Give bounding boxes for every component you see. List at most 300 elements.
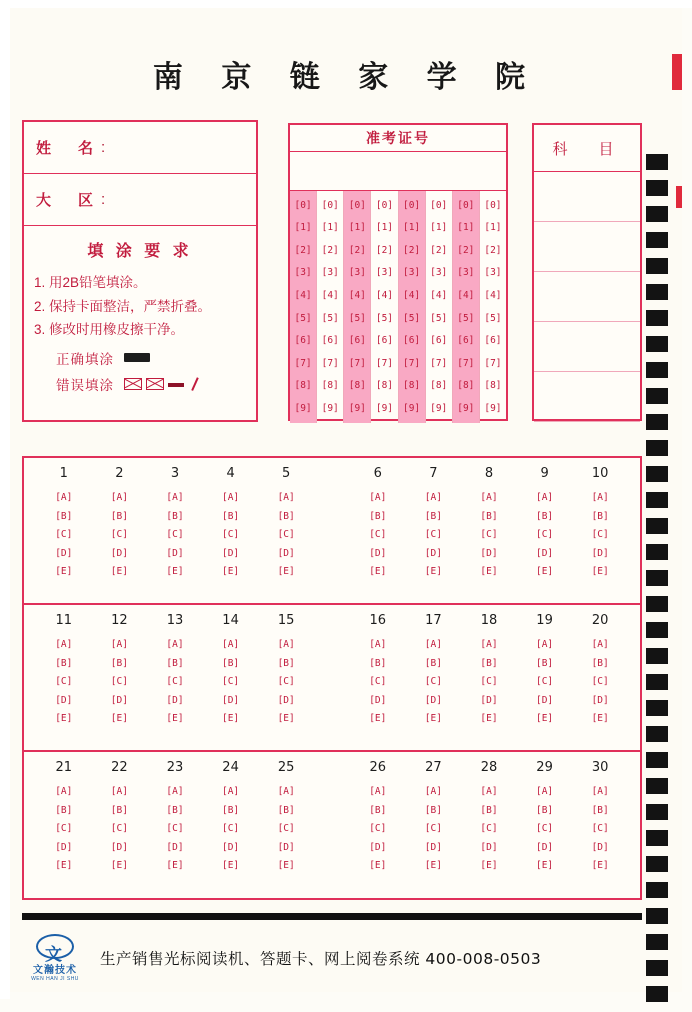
question-column[interactable] bbox=[461, 760, 517, 876]
exam-digit-bubble[interactable]: [8] bbox=[294, 380, 312, 392]
answer-bubble[interactable]: [E] bbox=[277, 566, 295, 578]
answer-bubble[interactable]: [B] bbox=[591, 510, 609, 522]
exam-digit-bubble[interactable]: [3] bbox=[294, 267, 312, 279]
exam-digit-bubble[interactable]: [9] bbox=[484, 402, 502, 414]
answer-bubble[interactable]: [E] bbox=[591, 713, 609, 725]
exam-number-column[interactable] bbox=[399, 191, 426, 423]
answer-bubble[interactable]: [D] bbox=[369, 694, 387, 706]
question-column[interactable] bbox=[258, 613, 314, 729]
answer-bubble[interactable]: [C] bbox=[110, 676, 128, 688]
exam-digit-bubble[interactable]: [6] bbox=[294, 335, 312, 347]
answer-bubble[interactable]: [A] bbox=[535, 492, 554, 503]
answer-bubble[interactable]: [D] bbox=[166, 841, 184, 853]
answer-bubble[interactable]: [E] bbox=[110, 713, 128, 725]
answer-bubble[interactable]: [A] bbox=[110, 786, 128, 797]
exam-digit-bubble[interactable]: [1] bbox=[402, 222, 421, 234]
exam-digit-bubble[interactable]: [3] bbox=[375, 267, 394, 279]
answer-bubble[interactable]: [A] bbox=[591, 639, 609, 650]
question-column[interactable] bbox=[203, 466, 259, 582]
exam-digit-bubble[interactable]: [9] bbox=[375, 402, 394, 414]
exam-digit-bubble[interactable]: [5] bbox=[430, 312, 448, 324]
exam-digit-bubble[interactable]: [0] bbox=[402, 199, 421, 211]
answer-bubble[interactable]: [E] bbox=[480, 566, 498, 578]
exam-digit-bubble[interactable]: [6] bbox=[402, 335, 421, 347]
exam-digit-bubble[interactable]: [5] bbox=[348, 312, 366, 324]
exam-digit-bubble[interactable]: [7] bbox=[457, 357, 475, 369]
question-column[interactable] bbox=[92, 466, 148, 582]
exam-digit-bubble[interactable]: [9] bbox=[457, 402, 475, 414]
answer-bubble[interactable]: [A] bbox=[369, 786, 387, 797]
answer-bubble[interactable]: [D] bbox=[221, 547, 240, 559]
exam-number-bubble-grid[interactable] bbox=[290, 191, 506, 423]
answer-bubble[interactable]: [C] bbox=[221, 529, 240, 541]
answer-bubble[interactable]: [D] bbox=[55, 547, 73, 559]
exam-digit-bubble[interactable]: [1] bbox=[294, 222, 312, 234]
answer-bubble[interactable]: [C] bbox=[55, 823, 73, 835]
answer-bubble[interactable]: [C] bbox=[221, 823, 240, 835]
exam-digit-bubble[interactable]: [7] bbox=[402, 357, 421, 369]
answer-bubble[interactable]: [D] bbox=[535, 547, 554, 559]
exam-number-column[interactable] bbox=[480, 191, 506, 423]
answer-bubble[interactable]: [E] bbox=[221, 860, 240, 872]
timing-mark bbox=[646, 414, 668, 430]
exam-digit-bubble[interactable]: [9] bbox=[348, 402, 366, 414]
answer-bubble[interactable]: [D] bbox=[591, 694, 609, 706]
exam-digit-bubble[interactable]: [1] bbox=[484, 222, 502, 234]
question-column[interactable] bbox=[36, 760, 92, 876]
answer-bubble[interactable]: [C] bbox=[480, 676, 498, 688]
answer-bubble[interactable]: [C] bbox=[591, 823, 609, 835]
answer-bubble[interactable]: [C] bbox=[166, 529, 184, 541]
exam-number-column[interactable] bbox=[371, 191, 398, 423]
question-column[interactable] bbox=[203, 760, 259, 876]
exam-digit-bubble[interactable]: [7] bbox=[294, 357, 312, 369]
answer-bubble[interactable]: [E] bbox=[110, 860, 128, 872]
exam-digit-bubble[interactable]: [4] bbox=[375, 289, 394, 301]
answer-bubble[interactable]: [A] bbox=[369, 639, 387, 650]
exam-digit-bubble[interactable]: [2] bbox=[348, 244, 366, 256]
question-number: 1 bbox=[59, 466, 68, 481]
answer-bubble[interactable]: [B] bbox=[55, 510, 73, 522]
answer-bubble[interactable]: [D] bbox=[480, 547, 498, 559]
answer-bubble[interactable]: [C] bbox=[591, 676, 609, 688]
answer-bubble[interactable]: [C] bbox=[591, 529, 609, 541]
answer-bubble[interactable]: [B] bbox=[535, 657, 554, 669]
answer-bubble[interactable]: [B] bbox=[369, 657, 387, 669]
answer-bubble[interactable]: [A] bbox=[55, 492, 73, 503]
exam-digit-bubble[interactable]: [0] bbox=[348, 199, 366, 211]
exam-number-column[interactable] bbox=[453, 191, 480, 423]
answer-bubble[interactable]: [A] bbox=[166, 639, 184, 650]
answer-bubble[interactable]: [E] bbox=[55, 713, 73, 725]
answer-bubble[interactable]: [E] bbox=[480, 713, 498, 725]
exam-digit-bubble[interactable]: [8] bbox=[457, 380, 475, 392]
answer-bubble[interactable]: [C] bbox=[369, 823, 387, 835]
exam-digit-bubble[interactable]: [4] bbox=[430, 289, 448, 301]
answer-bubble[interactable]: [C] bbox=[424, 823, 442, 835]
answer-bubble[interactable]: [A] bbox=[221, 492, 240, 503]
exam-digit-bubble[interactable]: [1] bbox=[430, 222, 448, 234]
answer-bubble[interactable]: [A] bbox=[424, 492, 442, 503]
exam-digit-bubble[interactable]: [6] bbox=[348, 335, 366, 347]
answer-bubble[interactable]: [D] bbox=[221, 694, 240, 706]
answer-bubble[interactable]: [E] bbox=[424, 713, 442, 725]
answer-bubble[interactable]: [A] bbox=[369, 492, 387, 503]
exam-number-column[interactable] bbox=[344, 191, 371, 423]
exam-digit-bubble[interactable]: [3] bbox=[402, 267, 421, 279]
exam-digit-bubble[interactable]: [3] bbox=[430, 267, 448, 279]
answer-bubble[interactable]: [E] bbox=[166, 566, 184, 578]
answer-bubble[interactable]: [D] bbox=[166, 547, 184, 559]
answer-bubble[interactable]: [A] bbox=[277, 492, 295, 503]
answer-bubble[interactable]: [E] bbox=[535, 713, 554, 725]
exam-digit-bubble[interactable]: [4] bbox=[402, 289, 421, 301]
exam-number-column[interactable] bbox=[290, 191, 317, 423]
timing-mark bbox=[646, 804, 668, 820]
exam-digit-bubble[interactable]: [1] bbox=[321, 222, 339, 234]
answer-bubble[interactable]: [C] bbox=[277, 529, 295, 541]
exam-digit-bubble[interactable]: [4] bbox=[294, 289, 312, 301]
answer-bubble[interactable]: [B] bbox=[591, 804, 609, 816]
page-title: 南 京 链 家 学 院 bbox=[152, 60, 540, 95]
answer-bubble[interactable]: [C] bbox=[369, 676, 387, 688]
answer-bubble[interactable]: [C] bbox=[424, 529, 442, 541]
exam-digit-bubble[interactable]: [8] bbox=[430, 380, 448, 392]
question-column[interactable] bbox=[92, 760, 148, 876]
answer-bubble[interactable]: [B] bbox=[369, 804, 387, 816]
answer-bubble[interactable]: [E] bbox=[110, 566, 128, 578]
answer-bubble[interactable]: [E] bbox=[480, 860, 498, 872]
answer-bubble[interactable]: [E] bbox=[166, 713, 184, 725]
question-column[interactable] bbox=[406, 760, 462, 876]
question-column[interactable] bbox=[572, 760, 628, 876]
subject-cell[interactable] bbox=[534, 172, 640, 222]
answer-bubble[interactable]: [B] bbox=[424, 657, 442, 669]
exam-digit-bubble[interactable]: [5] bbox=[294, 312, 312, 324]
answer-bubble[interactable]: [B] bbox=[424, 510, 442, 522]
wrong-slash-icon bbox=[188, 378, 202, 390]
exam-digit-bubble[interactable]: [1] bbox=[375, 222, 394, 234]
exam-digit-bubble[interactable]: [3] bbox=[457, 267, 475, 279]
answer-bubble[interactable]: [A] bbox=[480, 492, 498, 503]
answer-bubble[interactable]: [D] bbox=[369, 841, 387, 853]
exam-digit-bubble[interactable]: [7] bbox=[375, 357, 394, 369]
question-number: 8 bbox=[484, 466, 494, 481]
answer-bubble[interactable]: [B] bbox=[480, 657, 498, 669]
answer-bubble[interactable]: [D] bbox=[480, 841, 498, 853]
answer-bubble[interactable]: [B] bbox=[221, 804, 240, 816]
answer-bubble[interactable]: [E] bbox=[55, 860, 73, 872]
exam-digit-bubble[interactable]: [0] bbox=[294, 199, 312, 211]
exam-digit-bubble[interactable]: [6] bbox=[457, 335, 475, 347]
answer-bubble[interactable]: [A] bbox=[277, 639, 295, 650]
timing-mark bbox=[646, 440, 668, 456]
answer-bubble[interactable]: [D] bbox=[369, 547, 387, 559]
question-number: 12 bbox=[111, 613, 128, 628]
timing-mark bbox=[646, 726, 668, 742]
exam-digit-bubble[interactable]: [1] bbox=[348, 222, 366, 234]
answer-bubble[interactable]: [C] bbox=[424, 676, 442, 688]
answer-bubble[interactable]: [C] bbox=[221, 676, 240, 688]
answer-bubble[interactable]: [B] bbox=[369, 510, 387, 522]
exam-number-column[interactable] bbox=[317, 191, 344, 423]
answer-bubble[interactable]: [B] bbox=[166, 804, 184, 816]
answer-bubble[interactable]: [A] bbox=[166, 492, 184, 503]
answer-bubble[interactable]: [B] bbox=[424, 804, 442, 816]
question-column[interactable] bbox=[406, 466, 462, 582]
exam-digit-bubble[interactable]: [9] bbox=[321, 402, 339, 414]
exam-digit-bubble[interactable]: [6] bbox=[430, 335, 448, 347]
question-column[interactable] bbox=[517, 613, 573, 729]
subject-cell[interactable] bbox=[534, 272, 640, 322]
answer-bubble[interactable]: [D] bbox=[424, 694, 442, 706]
question-row bbox=[24, 466, 640, 582]
question-column[interactable] bbox=[461, 466, 517, 582]
exam-digit-bubble[interactable]: [0] bbox=[457, 199, 475, 211]
answer-bubble[interactable]: [D] bbox=[535, 694, 554, 706]
answer-bubble[interactable]: [A] bbox=[55, 786, 73, 797]
answer-bubble[interactable]: [B] bbox=[110, 657, 128, 669]
exam-digit-bubble[interactable]: [5] bbox=[402, 312, 421, 324]
question-column[interactable] bbox=[406, 613, 462, 729]
question-number: 26 bbox=[369, 760, 387, 775]
exam-digit-bubble[interactable]: [5] bbox=[321, 312, 339, 324]
exam-digit-bubble[interactable]: [2] bbox=[484, 244, 502, 256]
exam-digit-bubble[interactable]: [5] bbox=[375, 312, 394, 324]
answer-bubble[interactable]: [B] bbox=[277, 804, 295, 816]
exam-digit-bubble[interactable]: [3] bbox=[484, 267, 502, 279]
question-column[interactable] bbox=[350, 760, 406, 876]
exam-digit-bubble[interactable]: [8] bbox=[348, 380, 366, 392]
answer-bubble[interactable]: [A] bbox=[535, 639, 554, 650]
answer-bubble[interactable]: [B] bbox=[55, 804, 73, 816]
answer-bubble[interactable]: [A] bbox=[110, 639, 128, 650]
answer-bubble[interactable]: [D] bbox=[166, 694, 184, 706]
answer-bubble[interactable]: [B] bbox=[55, 657, 73, 669]
exam-number-column[interactable] bbox=[426, 191, 453, 423]
answer-bubble[interactable]: [E] bbox=[55, 566, 73, 578]
answer-bubble[interactable]: [B] bbox=[166, 510, 184, 522]
exam-digit-bubble[interactable]: [4] bbox=[321, 289, 339, 301]
answer-bubble[interactable]: [C] bbox=[369, 529, 387, 541]
exam-digit-bubble[interactable]: [9] bbox=[294, 402, 312, 414]
answer-bubble[interactable]: [D] bbox=[480, 694, 498, 706]
answer-bubble[interactable]: [B] bbox=[480, 804, 498, 816]
exam-digit-bubble[interactable]: [1] bbox=[457, 222, 475, 234]
question-column[interactable] bbox=[147, 613, 203, 729]
answer-bubble[interactable]: [D] bbox=[110, 694, 128, 706]
answer-bubble[interactable]: [E] bbox=[369, 713, 387, 725]
exam-digit-bubble[interactable]: [3] bbox=[348, 267, 366, 279]
answer-bubble[interactable]: [E] bbox=[221, 713, 240, 725]
question-column[interactable] bbox=[36, 466, 92, 582]
question-group-left bbox=[36, 466, 314, 582]
answer-bubble[interactable]: [C] bbox=[55, 529, 73, 541]
exam-digit-bubble[interactable]: [2] bbox=[430, 244, 448, 256]
exam-digit-bubble[interactable]: [6] bbox=[484, 335, 502, 347]
answer-bubble[interactable]: [B] bbox=[535, 804, 554, 816]
answer-bubble[interactable]: [A] bbox=[480, 639, 498, 650]
answer-bubble[interactable]: [D] bbox=[55, 694, 73, 706]
exam-digit-bubble[interactable]: [7] bbox=[348, 357, 366, 369]
answer-bubble[interactable]: [D] bbox=[277, 547, 295, 559]
answer-bubble[interactable]: [A] bbox=[591, 492, 609, 503]
answer-bubble[interactable]: [C] bbox=[535, 823, 554, 835]
exam-digit-bubble[interactable]: [3] bbox=[321, 267, 339, 279]
answer-bubble[interactable]: [D] bbox=[110, 547, 128, 559]
answer-bubble[interactable]: [B] bbox=[277, 510, 295, 522]
answer-bubble[interactable]: [E] bbox=[221, 566, 240, 578]
wrong-mark-sample bbox=[34, 374, 246, 394]
answer-bubble[interactable]: [A] bbox=[221, 639, 240, 650]
answer-bubble[interactable]: [B] bbox=[535, 510, 554, 522]
exam-digit-bubble[interactable]: [0] bbox=[375, 199, 394, 211]
exam-digit-bubble[interactable]: [2] bbox=[402, 244, 421, 256]
answer-bubble[interactable]: [C] bbox=[277, 823, 295, 835]
answer-bubble[interactable]: [C] bbox=[110, 529, 128, 541]
question-column[interactable] bbox=[258, 760, 314, 876]
answer-bubble[interactable]: [D] bbox=[221, 841, 240, 853]
answer-bubble[interactable]: [D] bbox=[277, 694, 295, 706]
exam-digit-bubble[interactable]: [4] bbox=[457, 289, 475, 301]
question-column[interactable] bbox=[572, 613, 628, 729]
question-column[interactable] bbox=[147, 466, 203, 582]
answer-bubble[interactable]: [A] bbox=[166, 786, 184, 797]
answer-bubble[interactable]: [B] bbox=[480, 510, 498, 522]
answer-bubble[interactable]: [E] bbox=[369, 566, 387, 578]
answer-bubble[interactable]: [D] bbox=[110, 841, 128, 853]
answer-bubble[interactable]: [A] bbox=[424, 786, 442, 797]
answer-bubble[interactable]: [B] bbox=[110, 804, 128, 816]
question-column[interactable] bbox=[36, 613, 92, 729]
exam-digit-bubble[interactable]: [9] bbox=[402, 402, 421, 414]
exam-digit-bubble[interactable]: [6] bbox=[375, 335, 394, 347]
region-field-row[interactable] bbox=[24, 174, 256, 226]
answer-bubble[interactable]: [E] bbox=[277, 713, 295, 725]
question-column[interactable] bbox=[517, 760, 573, 876]
answer-bubble[interactable]: [D] bbox=[277, 841, 295, 853]
answer-bubble[interactable]: [E] bbox=[369, 860, 387, 872]
answer-bubble[interactable]: [C] bbox=[166, 676, 184, 688]
answer-bubble[interactable]: [B] bbox=[221, 510, 240, 522]
answer-bubble[interactable]: [B] bbox=[110, 510, 128, 522]
answer-bubble[interactable]: [D] bbox=[535, 841, 554, 853]
exam-digit-bubble[interactable]: [7] bbox=[321, 357, 339, 369]
exam-digit-bubble[interactable]: [8] bbox=[375, 380, 394, 392]
answer-grid[interactable] bbox=[22, 456, 642, 900]
exam-digit-bubble[interactable]: [2] bbox=[375, 244, 394, 256]
answer-bubble[interactable]: [C] bbox=[166, 823, 184, 835]
question-number: 22 bbox=[111, 760, 128, 775]
exam-digit-bubble[interactable]: [0] bbox=[430, 199, 448, 211]
exam-digit-bubble[interactable]: [4] bbox=[484, 289, 502, 301]
exam-digit-bubble[interactable]: [2] bbox=[457, 244, 475, 256]
answer-bubble[interactable]: [B] bbox=[277, 657, 295, 669]
subject-cell[interactable] bbox=[534, 322, 640, 372]
exam-digit-bubble[interactable]: [2] bbox=[294, 244, 312, 256]
answer-bubble[interactable]: [E] bbox=[166, 860, 184, 872]
exam-digit-bubble[interactable]: [2] bbox=[321, 244, 339, 256]
answer-bubble[interactable]: [D] bbox=[424, 547, 442, 559]
exam-digit-bubble[interactable]: [8] bbox=[321, 380, 339, 392]
timing-mark bbox=[646, 778, 668, 794]
exam-number-entry-row[interactable] bbox=[290, 152, 506, 191]
exam-digit-bubble[interactable]: [4] bbox=[348, 289, 366, 301]
subject-header: 科 目 bbox=[534, 125, 640, 172]
answer-bubble[interactable]: [E] bbox=[535, 566, 554, 578]
answer-bubble[interactable]: [B] bbox=[166, 657, 184, 669]
answer-bubble[interactable]: [D] bbox=[424, 841, 442, 853]
answer-bubble[interactable]: [C] bbox=[480, 823, 498, 835]
subject-cell[interactable] bbox=[534, 222, 640, 272]
timing-mark bbox=[646, 908, 668, 924]
exam-digit-bubble[interactable]: [5] bbox=[457, 312, 475, 324]
answer-bubble[interactable]: [D] bbox=[55, 841, 73, 853]
question-column[interactable] bbox=[203, 613, 259, 729]
answer-bubble[interactable]: [B] bbox=[591, 657, 609, 669]
answer-bubble[interactable]: [C] bbox=[55, 676, 73, 688]
question-column[interactable] bbox=[517, 466, 573, 582]
answer-bubble[interactable]: [C] bbox=[480, 529, 498, 541]
exam-digit-bubble[interactable]: [0] bbox=[321, 199, 339, 211]
question-column[interactable] bbox=[572, 466, 628, 582]
answer-bubble[interactable]: [A] bbox=[591, 786, 609, 797]
answer-bubble[interactable]: [A] bbox=[424, 639, 442, 650]
wrong-cross-icon bbox=[124, 378, 142, 390]
answer-bubble[interactable]: [A] bbox=[277, 786, 295, 797]
question-column[interactable] bbox=[461, 613, 517, 729]
answer-bubble[interactable]: [D] bbox=[591, 547, 609, 559]
exam-digit-bubble[interactable]: [9] bbox=[430, 402, 448, 414]
answer-bubble[interactable]: [C] bbox=[277, 676, 295, 688]
answer-bubble[interactable]: [A] bbox=[110, 492, 128, 503]
bottom-alignment-bar bbox=[22, 913, 642, 920]
exam-digit-bubble[interactable]: [5] bbox=[484, 312, 502, 324]
answer-bubble[interactable]: [B] bbox=[221, 657, 240, 669]
answer-bubble[interactable]: [E] bbox=[424, 566, 442, 578]
subject-cell[interactable] bbox=[534, 372, 640, 422]
exam-digit-bubble[interactable]: [7] bbox=[484, 357, 502, 369]
exam-digit-bubble[interactable]: [0] bbox=[484, 199, 502, 211]
question-column[interactable] bbox=[147, 760, 203, 876]
answer-bubble[interactable]: [E] bbox=[591, 566, 609, 578]
exam-digit-bubble[interactable]: [8] bbox=[402, 380, 421, 392]
answer-bubble[interactable]: [C] bbox=[110, 823, 128, 835]
subject-cells[interactable] bbox=[534, 172, 640, 422]
answer-bubble[interactable]: [D] bbox=[591, 841, 609, 853]
answer-bubble[interactable]: [E] bbox=[424, 860, 442, 872]
answer-bubble[interactable]: [C] bbox=[535, 529, 554, 541]
name-field-row[interactable] bbox=[24, 122, 256, 174]
answer-bubble[interactable]: [A] bbox=[55, 639, 73, 650]
question-column[interactable] bbox=[350, 466, 406, 582]
exam-digit-bubble[interactable]: [6] bbox=[321, 335, 339, 347]
answer-bubble[interactable]: [A] bbox=[535, 786, 554, 797]
answer-bubble[interactable]: [A] bbox=[221, 786, 240, 797]
question-column[interactable] bbox=[92, 613, 148, 729]
question-group-right bbox=[350, 760, 628, 876]
answer-bubble[interactable]: [E] bbox=[535, 860, 554, 872]
exam-digit-bubble[interactable]: [7] bbox=[430, 357, 448, 369]
answer-bubble[interactable]: [C] bbox=[535, 676, 554, 688]
answer-bubble[interactable]: [E] bbox=[591, 860, 609, 872]
exam-digit-bubble[interactable]: [8] bbox=[484, 380, 502, 392]
question-column[interactable] bbox=[350, 613, 406, 729]
answer-bubble[interactable]: [A] bbox=[480, 786, 498, 797]
answer-bubble[interactable]: [E] bbox=[277, 860, 295, 872]
answer-block bbox=[24, 458, 640, 605]
question-column[interactable] bbox=[258, 466, 314, 582]
